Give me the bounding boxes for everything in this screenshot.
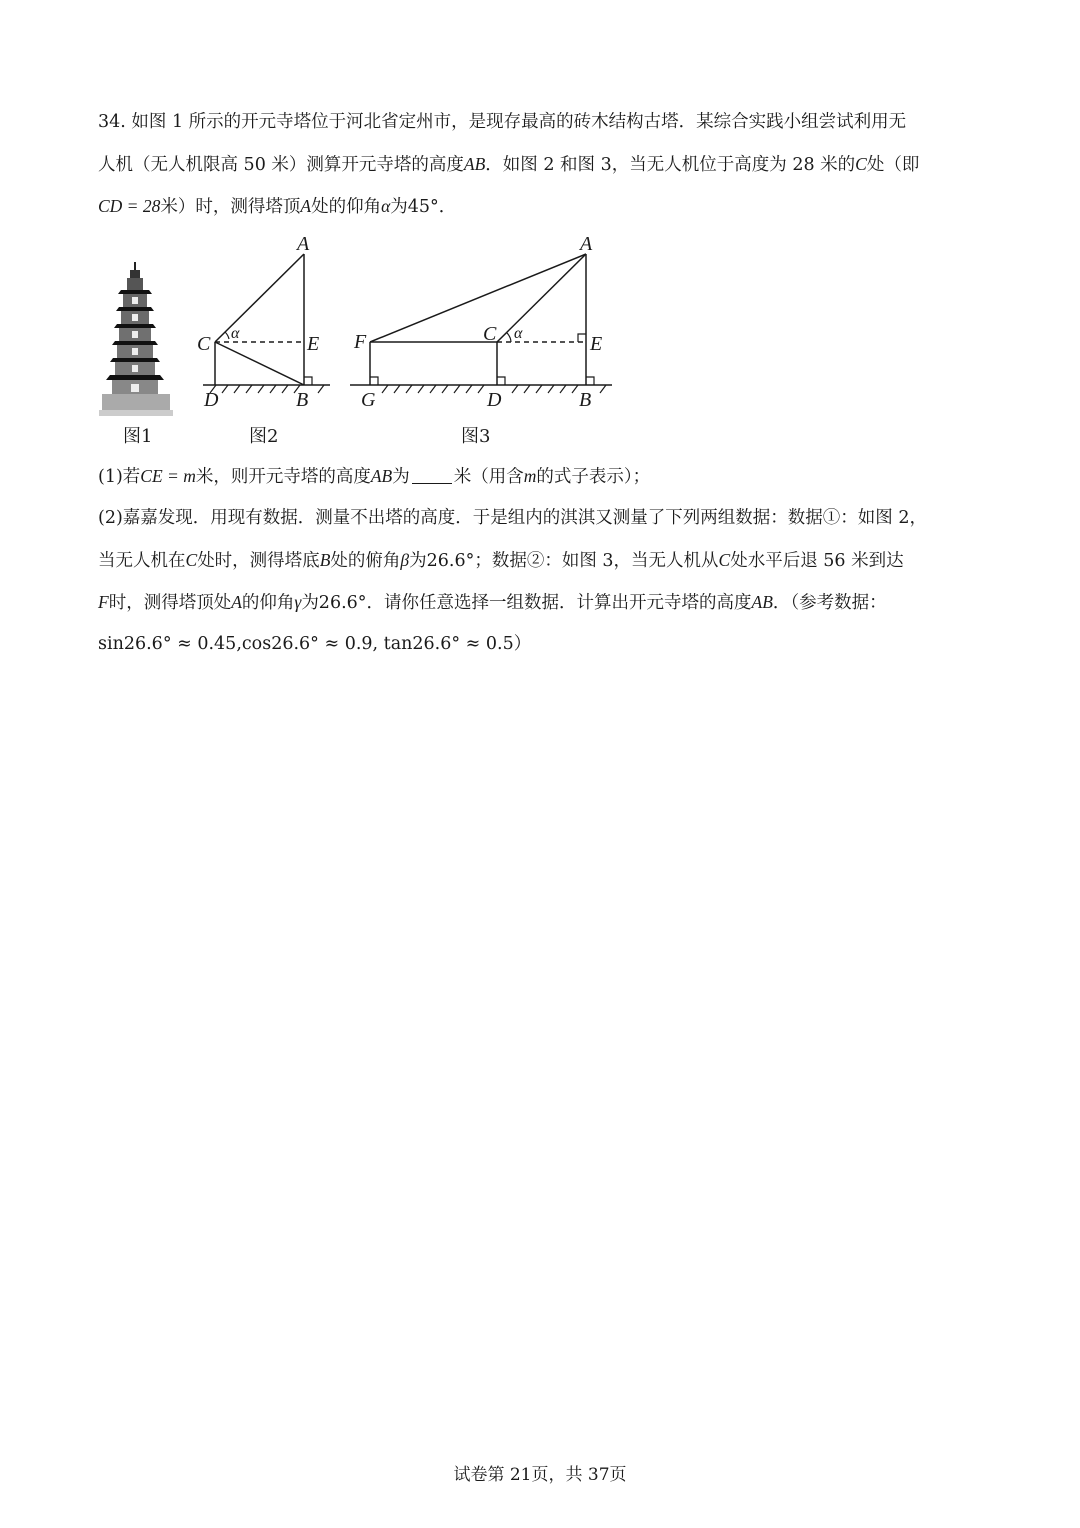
label-c: C xyxy=(197,333,211,355)
line-cb xyxy=(215,342,304,385)
text-span: 当无人机在 xyxy=(98,551,186,571)
label-d: D xyxy=(487,389,502,411)
reference-data: sin26.6° ≈ 0.45,cos26.6° ≈ 0.9, tan26.6° ≈ 0.5） xyxy=(98,634,532,654)
figure-2 xyxy=(203,254,330,393)
variable: AB xyxy=(463,154,486,174)
label-e: E xyxy=(307,333,320,355)
text-span: 为26.6°．请你任意选择一组数据．计算出开元寺塔的高度 xyxy=(301,593,752,613)
label-b: B xyxy=(296,389,309,411)
variable: A xyxy=(300,196,312,216)
caption-fig1: 图1 xyxy=(123,426,153,447)
text-span: 处时，测得塔底 xyxy=(197,551,320,571)
figures-svg xyxy=(0,0,1080,460)
text-span: 时，测得塔顶处 xyxy=(108,593,232,613)
text-span: 处的仰角 xyxy=(311,197,382,217)
text-span: 的式子表示）； xyxy=(536,467,651,487)
part-1 xyxy=(98,464,650,489)
label-b: B xyxy=(579,389,592,411)
figure-3 xyxy=(350,254,612,393)
variable: B xyxy=(319,550,331,570)
answer-blank[interactable] xyxy=(412,467,452,484)
part-2-line-3 xyxy=(98,590,887,615)
label-e: E xyxy=(590,333,603,355)
variable: C xyxy=(855,154,867,174)
figure-captions xyxy=(123,426,490,447)
text-span: 人机（无人机限高 50 米）测算开元寺塔的高度 xyxy=(98,155,464,175)
page-footer: 试卷第 21页，共 37页 xyxy=(453,1465,627,1485)
variable: AB xyxy=(370,466,393,486)
text-span: 米（用含 xyxy=(453,467,524,487)
text-span: 处（即 xyxy=(866,155,920,175)
variable: AB xyxy=(751,592,773,612)
text-span: ．（参考数据： xyxy=(772,593,887,613)
text-span: 为 xyxy=(392,467,410,487)
right-angle-g xyxy=(370,377,378,385)
label-f: F xyxy=(354,331,367,353)
part-2-line-4 xyxy=(98,632,531,656)
right-angle-e xyxy=(578,334,586,342)
pagoda-image xyxy=(99,262,173,416)
variable: m xyxy=(523,466,537,486)
question-text: 如图 1 所示的开元寺塔位于河北省定州市，是现存最高的砖木结构古塔．某综合实践小组尝试利用无 xyxy=(131,112,907,132)
text-span: 的仰角 xyxy=(241,593,295,613)
variable: A xyxy=(231,592,242,612)
part-2-line-2 xyxy=(98,548,904,573)
text-span: 处水平后退 56 米到达 xyxy=(730,551,904,571)
part-2-line-1 xyxy=(98,506,927,530)
text-span: 为26.6°；数据②：如图 3，当无人机从 xyxy=(409,551,719,571)
angle-alpha-arc xyxy=(225,332,229,339)
variable: C xyxy=(185,550,198,570)
label-a: A xyxy=(297,233,310,255)
variable: α xyxy=(381,196,391,216)
variable: γ xyxy=(294,592,302,612)
variable: F xyxy=(98,592,109,612)
math-expression: CD = 28 xyxy=(98,196,161,216)
line-ca xyxy=(215,254,304,342)
variable: β xyxy=(400,550,410,570)
line-ca xyxy=(497,254,586,342)
math-expression: CE = m xyxy=(140,466,196,486)
label-alpha: α xyxy=(231,325,240,342)
label-c: C xyxy=(483,323,497,345)
right-angle-b xyxy=(304,377,312,385)
label-alpha: α xyxy=(514,325,523,342)
label-d: D xyxy=(204,389,219,411)
label-a: A xyxy=(580,233,593,255)
variable: C xyxy=(718,550,731,570)
text-span: 处的俯角 xyxy=(330,551,401,571)
text-span: ．如图 2 和图 3，当无人机位于高度为 28 米的 xyxy=(485,155,856,175)
caption-fig3: 图3 xyxy=(461,426,491,447)
angle-alpha-arc xyxy=(507,333,511,342)
text-span: 为45°． xyxy=(390,197,457,217)
text-span: 米，则开元寺塔的高度 xyxy=(195,467,371,487)
line-fa xyxy=(370,254,586,342)
right-angle-d xyxy=(497,377,505,385)
right-angle-b xyxy=(586,377,594,385)
text-span: (2)嘉嘉发现．用现有数据．测量不出塔的高度．于是组内的淇淇又测量了下列两组数据：数据①：如图 2， xyxy=(98,508,927,528)
caption-fig2: 图2 xyxy=(249,426,279,447)
text-span: 米）时，测得塔顶 xyxy=(160,197,301,217)
question-number: 34. xyxy=(98,112,126,132)
label-g: G xyxy=(361,389,376,411)
text-span: (1)若 xyxy=(98,467,141,487)
